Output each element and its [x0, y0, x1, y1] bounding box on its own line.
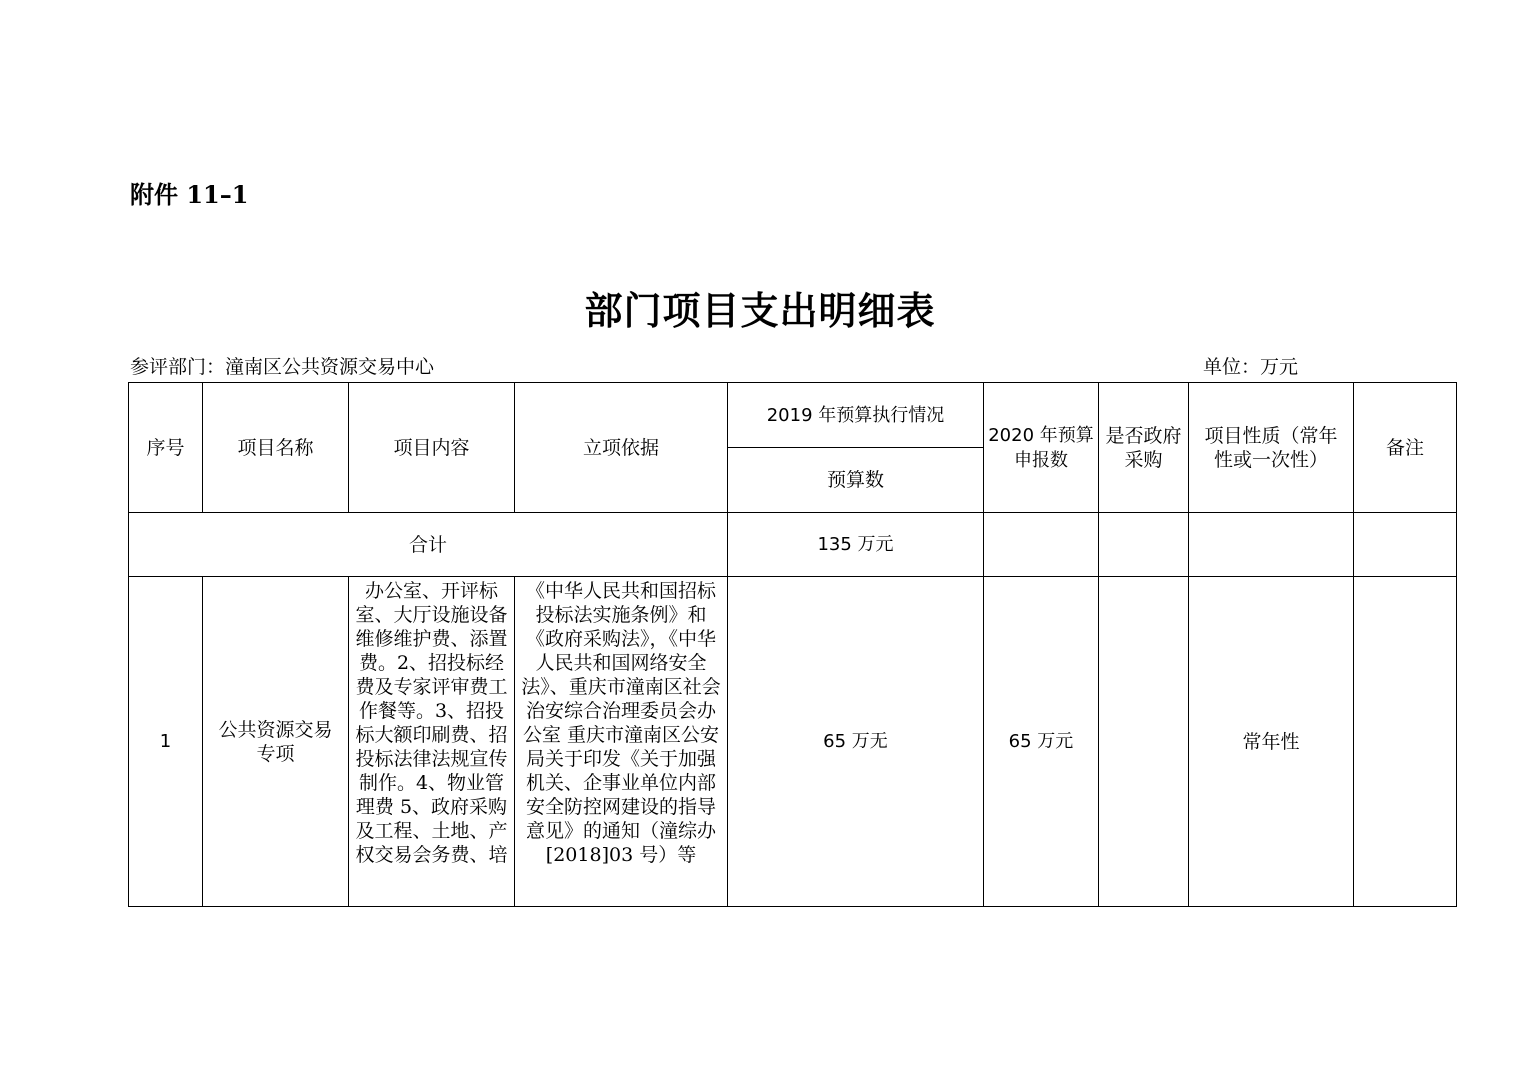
row-seq [129, 577, 203, 907]
header-basis: 立项依据 [515, 383, 728, 513]
header-declared-2020-text: 2020 年预算申报数 [988, 424, 1094, 471]
header-nature: 项目性质（常年性或一次性） [1189, 383, 1354, 513]
total-row [129, 513, 1457, 577]
total-declared-2020 [984, 513, 1099, 577]
header-declared-2020 [984, 383, 1099, 513]
total-budget-amount-text: 135 万元 [817, 534, 894, 555]
header-exec-2019-text: 2019 年预算执行情况 [766, 404, 945, 426]
header-remark: 备注 [1354, 383, 1457, 513]
total-procurement [1099, 513, 1189, 577]
total-nature [1189, 513, 1354, 577]
row-budget-amount [728, 577, 984, 907]
total-budget-amount [728, 513, 984, 577]
row-basis-text: 《中华人民共和国招标投标法实施条例》和《政府采购法》，《中华人民共和国网络安全法》、重庆市潼南区社会治安综合治理委员会办公室 重庆市潼南区公安局关于印发《关于加强机关、企事业单位内部安全防控网建设的指导意见》的通知（潼综办[2018]03 号）等 [521, 579, 721, 866]
row-basis [515, 577, 728, 907]
attachment-label: 附件 11–1 [130, 180, 249, 209]
header-exec-2019 [728, 383, 984, 448]
row-remark [1354, 577, 1457, 907]
header-content: 项目内容 [349, 383, 515, 513]
row-nature: 常年性 [1189, 577, 1354, 907]
header-procurement: 是否政府采购 [1099, 383, 1189, 513]
total-remark [1354, 513, 1457, 577]
page-title: 部门项目支出明细表 [584, 288, 936, 333]
total-label: 合计 [129, 513, 728, 577]
row-procurement [1099, 577, 1189, 907]
row-seq-text: 1 [159, 731, 172, 752]
unit-label: 单位：万元 [1203, 356, 1299, 378]
row-declared-2020-text: 65 万元 [1008, 731, 1074, 752]
table-row [129, 577, 1457, 907]
row-content [349, 577, 515, 907]
header-name: 项目名称 [203, 383, 349, 513]
header-budget-amount: 预算数 [728, 448, 984, 513]
project-expenditure-table [128, 382, 1457, 907]
row-content-text: 办公室、开评标室、大厅设施设备维修维护费、添置费。2、招投标经费及专家评审费工作餐等。3、招投标大额印刷费、招投标法律法规宣传制作。4、物业管理费 5、政府采购及工程、土地、产权交易会务费、培 [355, 579, 508, 866]
department-label: 参评部门：潼南区公共资源交易中心 [130, 356, 435, 378]
row-budget-amount-text: 65 万无 [823, 731, 888, 752]
header-seq: 序号 [129, 383, 203, 513]
header-row [129, 383, 1457, 448]
row-name: 公共资源交易专项 [203, 577, 349, 907]
row-declared-2020 [984, 577, 1099, 907]
